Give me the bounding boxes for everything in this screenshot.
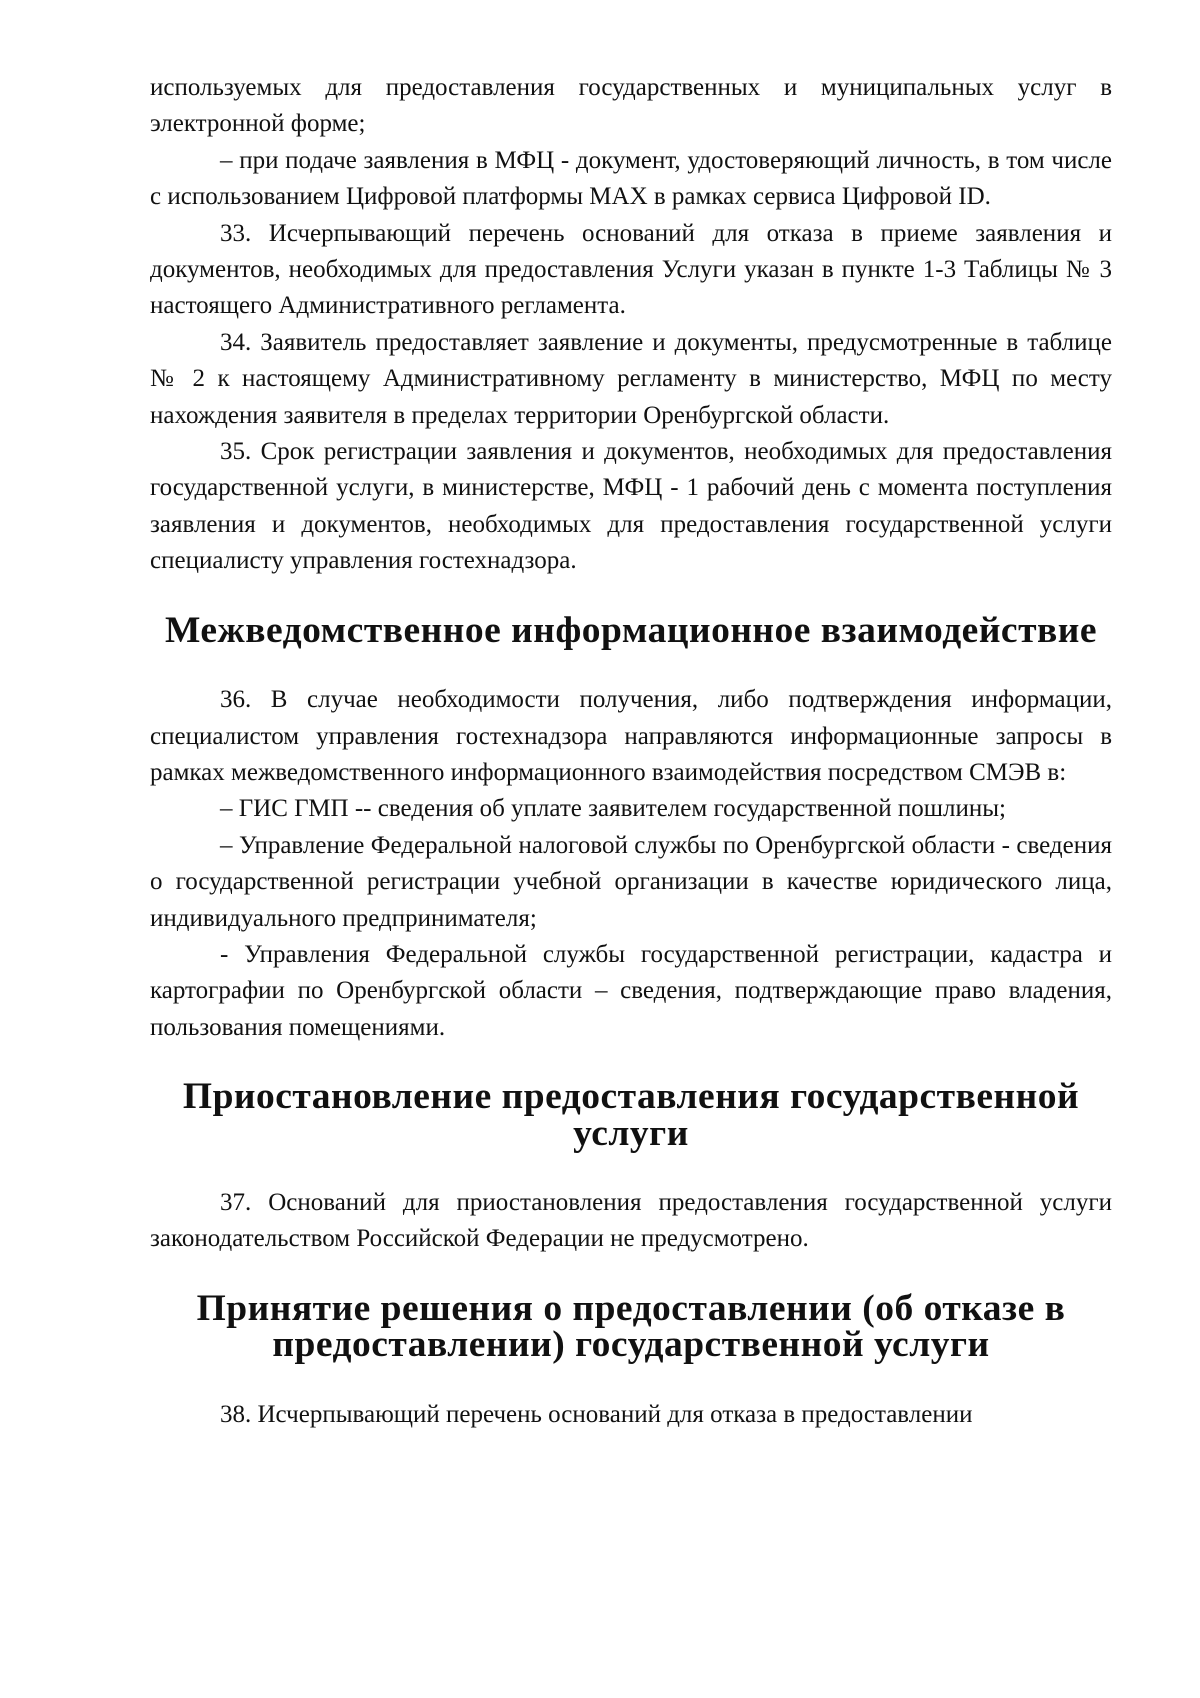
paragraph-35: 35. Срок регистрации заявления и документов, необходимых для предоставления государственной услуги, в министерстве, МФЦ - 1 рабочий день с момента поступления заявления и документов, необходимых для предоставления государственной услуги специалисту управления гостехнадзора. [150, 438, 1112, 575]
paragraph-rosreestr: - Управления Федеральной службы государственной регистрации, кадастра и картографии по Оренбургской области – сведения, подтверждающие право владения, пользования помещениями. [150, 940, 1112, 1041]
paragraph-mfc-document: – при подаче заявления в МФЦ - документ, удостоверяющий личность, в том числе с использованием Цифровой платформы МАХ в рамках сервиса Цифровой ID. [150, 146, 1112, 211]
paragraph-tax-service: – Управление Федеральной налоговой службы по Оренбургской области - сведения о государственной регистрации учебной организации в качестве юридического лица, индивидуального предпринимателя; [150, 831, 1112, 932]
heading-interagency: Межведомственное информационное взаимодействие [165, 609, 1097, 651]
paragraph-gis-gmp: – ГИС ГМП -- сведения об уплате заявителем государственной пошлины; [220, 795, 1006, 823]
spacer [150, 649, 1112, 682]
paragraph-33: 33. Исчерпывающий перечень оснований для отказа в приеме заявления и документов, необходимых для предоставления Услуги указан в пункте 1-3 Таблицы № 3 настоящего Административного регламента. [150, 219, 1112, 320]
paragraph-38: 38. Исчерпывающий перечень оснований для отказа в предоставлении [220, 1400, 973, 1428]
spacer [150, 1152, 1112, 1185]
spacer [150, 1364, 1112, 1397]
paragraph-37: 37. Оснований для приостановления предоставления государственной услуги законодательством Российской Федерации не предусмотрено. [150, 1188, 1112, 1253]
paragraph-electronic-form: используемых для предоставления государственных и муниципальных услуг в электронной форме; [150, 74, 1112, 138]
paragraph-36: 36. В случае необходимости получения, либо подтверждения информации, специалистом управления гостехнадзора направляются информационные запросы в рамках межведомственного информационного взаимодействия посредством СМЭВ в: [150, 686, 1112, 786]
heading-decision: Принятие решения о предоставлении (об отказе в предоставлении) государственной услуги [196, 1287, 1066, 1366]
spacer [150, 1258, 1112, 1291]
spacer [150, 580, 1112, 613]
spacer [150, 1046, 1112, 1079]
paragraph-34: 34. Заявитель предоставляет заявление и документы, предусмотренные в таблице № 2 к настоящему Административному регламенту в министерство, МФЦ по месту нахождения заявителя в пределах территории Оренбургской области. [150, 328, 1112, 429]
heading-suspension: Приостановление предоставления государственной услуги [182, 1076, 1080, 1154]
